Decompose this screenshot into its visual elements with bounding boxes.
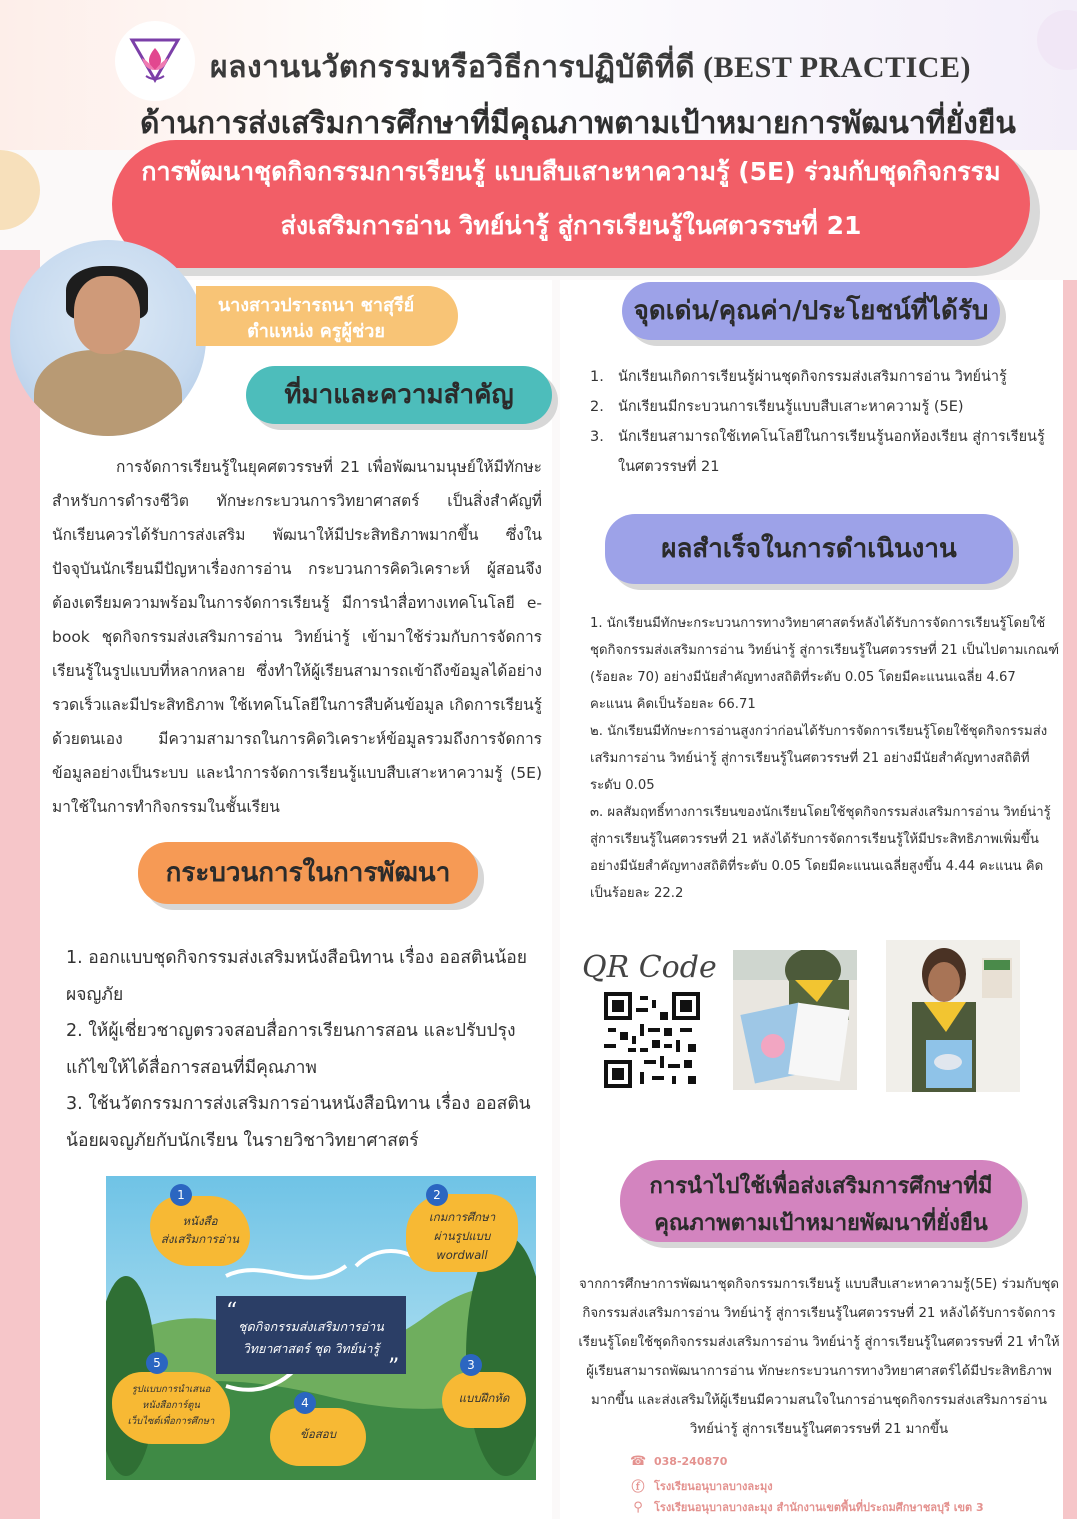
infographic-item-text: ข้อสอบ: [300, 1427, 336, 1441]
process-steps: [66, 940, 542, 1159]
result-item: ๒. นักเรียนมีทักษะการอ่านสูงกว่าก่อนได้รับการจัดการเรียนรู้โดยใช้ชุดกิจกรรมส่งเสริมการอ่าน วิทย์น่ารู้ สู่การเรียนรู้ในศตวรรษที่ 21 อย่างมีนัยสำคัญทางสถิติที่ระดับ 0.05: [590, 724, 1048, 793]
infographic-center-line2: วิทยาศาสตร์ ชุด วิทย์น่ารู้: [242, 1341, 380, 1356]
author-position: ตำแหน่ง ครูผู้ช่วย: [247, 321, 385, 342]
author-name: นางสาวปรารถนา ชาสุรีย์: [217, 295, 415, 316]
infographic-number: 4: [294, 1392, 316, 1414]
benefit-text: นักเรียนมีกระบวนการเรียนรู้แบบสืบเสาะหาความรู้ (5E): [618, 399, 964, 415]
benefit-text: นักเรียนเกิดการเรียนรู้ผ่านชุดกิจกรรมส่งเสริมการอ่าน วิทย์น่ารู้: [618, 369, 1007, 385]
infographic-item-text: wordwall: [436, 1248, 488, 1262]
benefit-number: 2.: [590, 399, 604, 415]
project-title-line2: ส่งเสริมการอ่าน วิทย์น่ารู้ สู่การเรียนรู้ในศตวรรษที่ 21: [280, 211, 862, 240]
infographic-item-text: ผ่านรูปแบบ: [433, 1229, 491, 1243]
infographic-number: 2: [426, 1184, 448, 1206]
benefit-item: [590, 362, 1052, 392]
qr-code-label: QR Code: [582, 950, 717, 985]
process-step: 2. ให้ผู้เชี่ยวชาญตรวจสอบสื่อการเรียนการสอน และปรับปรุงแก้ไขให้ได้สื่อการสอนที่มีคุณภาพ: [66, 1021, 516, 1078]
qr-code[interactable]: [604, 992, 700, 1088]
svg-text:“: “: [226, 1299, 238, 1324]
usage-paragraph: จากการศึกษาการพัฒนาชุดกิจกรรมการเรียนรู้ แบบสืบเสาะหาความรู้(5E) ร่วมกับชุดกิจกรรมส่งเสริมการอ่าน วิทย์น่ารู้ สู่การเรียนรู้ในศตวรรษที่ 21 หลังได้รับการจัดการเรียนรู้โดยใช้ชุดกิจกรรมส่งเสริมการอ่าน วิทย์น่ารู้ สู่การเรียนรู้ในศตวรรษที่ 21 ทำให้ผู้เรียนสามารถพัฒนาการอ่าน ทักษะกระบวนการทางวิทยาศาสตร์ได้มีประสิทธิภาพมากขึ้น และส่งเสริมให้ผู้เรียนมีความสนใจในการอ่านชุดกิจกรรมส่งเสริมการอ่าน วิทย์น่ารู้ สู่การเรียนรู้ในศตวรรษที่ 21 มากขึ้น: [578, 1277, 1060, 1437]
infographic-item-text: เกมการศึกษา: [428, 1210, 496, 1224]
process-heading: กระบวนการในการพัฒนา: [138, 842, 478, 904]
author-face: [74, 276, 140, 354]
background-paragraph: [52, 450, 542, 824]
svg-text:”: ”: [388, 1355, 400, 1380]
student-book-photo: [886, 940, 1020, 1092]
decorative-circle: [0, 150, 40, 230]
activity-infographic: [106, 1176, 536, 1480]
benefit-item: [590, 392, 1052, 422]
usage-heading-line1: การนำไปใช้เพื่อส่งเสริมการศึกษาที่มี: [649, 1174, 993, 1199]
infographic-item-text: รูปแบบการนำเสนอ: [131, 1384, 211, 1395]
infographic-number: 5: [146, 1352, 168, 1374]
infographic-item-text: หนังสือการ์ตูน: [142, 1400, 200, 1411]
author-photo: [10, 240, 206, 436]
project-title-line1: การพัฒนาชุดกิจกรรมการเรียนรู้ แบบสืบเสาะหาความรู้ (5E) ร่วมกับชุดกิจกรรม: [141, 157, 1001, 186]
infographic-item-text: ส่งเสริมการอ่าน: [160, 1232, 240, 1246]
benefits-list: [590, 362, 1052, 482]
contact-facebook[interactable]: [630, 1476, 773, 1495]
contact-facebook-text: โรงเรียนอนุบาลบางละมุง: [654, 1479, 773, 1493]
benefit-item: [590, 422, 1052, 482]
infographic-number: 3: [460, 1354, 482, 1376]
phone-icon: ☎: [630, 1454, 647, 1469]
page-title-line2: ด้านการส่งเสริมการศึกษาที่มีคุณภาพตามเป้าหมายการพัฒนาที่ยั่งยืน: [140, 107, 1016, 140]
results-list: [590, 610, 1060, 907]
contact-address: [630, 1498, 984, 1516]
infographic-number: 1: [170, 1184, 192, 1206]
location-pin-icon: ⚲: [633, 1499, 643, 1515]
benefit-number: 1.: [590, 369, 604, 385]
page-title-line1: ผลงานนวัตกรรมหรือวิธีการปฏิบัติที่ดี (BEST PRACTICE): [210, 51, 971, 84]
result-item: ๓. ผลสัมฤทธิ์ทางการเรียนของนักเรียนโดยใช้ชุดกิจกรรมส่งเสริมการอ่าน วิทย์น่ารู้ สู่การเรียนรู้ในศตวรรษที่ 21 หลังได้รับการจัดการเรียนรู้ให้มีประสิทธิภาพเพิ่มขึ้นอย่างมีนัยสำคัญทางสถิติที่ระดับ 0.05 โดยมีคะแนนเฉลี่ยสูงขึ้น 4.44 คะแนน คิดเป็นร้อยละ 22.2: [590, 805, 1051, 901]
infographic-item-text: หนังสือ: [182, 1214, 218, 1228]
infographic-item-text: แบบฝึกหัด: [458, 1391, 510, 1405]
right-border-stripe: [1063, 280, 1077, 1519]
results-heading: ผลสำเร็จในการดำเนินงาน: [605, 514, 1013, 584]
infographic-center-line1: ชุดกิจกรรมส่งเสริมการอ่าน: [238, 1319, 384, 1334]
contact-phone: [630, 1454, 727, 1469]
facebook-icon: ⓕ: [631, 1480, 645, 1495]
infographic-item-text: เว็บไซต์เพื่อการศึกษา: [127, 1416, 215, 1427]
background-text: การจัดการเรียนรู้ในยุคศตวรรษที่ 21 เพื่อพัฒนามนุษย์ให้มีทักษะสำหรับการดำรงชีวิต ทักษะกระบวนการวิทยาศาสตร์ เป็นสิ่งสำคัญที่นักเรียนควรได้รับการส่งเสริม พัฒนาให้มีประสิทธิภาพมากขึ้น ซึ่งในปัจจุบันนักเรียนมีปัญหาเรื่องการอ่าน กระบวนการคิดวิเคราะห์ ผู้สอนจึงต้องเตรียมความพร้อมในการจัดการเรียนรู้ มีการนำสื่อทางเทคโนโลยี e-book ชุดกิจกรรมส่งเสริมการอ่าน วิทย์น่ารู้ เข้ามาใช้ร่วมกับการจัดการเรียนรู้ในรูปแบบที่หลากหลาย ซึ่งทำให้ผู้เรียนสามารถเข้าถึงข้อมูลได้อย่างรวดเร็วและมีประสิทธิภาพ ใช้เทคโนโลยีในการสืบค้นข้อมูล เกิดการเรียนรู้ด้วยตนเอง มีความสามารถในการคิดวิเคราะห์ข้อมูลรวมถึงการจัดการข้อมูลอย่างเป็นระบบ และนำการจัดการเรียนรู้แบบสืบเสาะหาความรู้ (5E) มาใช้ในการทำกิจกรรมในชั้นเรียน: [52, 458, 542, 816]
result-item: 1. นักเรียนมีทักษะกระบวนการทางวิทยาศาสตร์หลังได้รับการจัดการเรียนรู้โดยใช้ชุดกิจกรรมส่งเสริมการอ่าน วิทย์น่ารู้ สู่การเรียนรู้ในศตวรรษที่ 21 เป็นไปตามเกณฑ์ (ร้อยละ 70) อย่างมีนัยสำคัญทางสถิติที่ระดับ 0.05 โดยมีคะแนนเฉลี่ย 4.67 คะแนน คิดเป็นร้อยละ 66.71: [590, 616, 1060, 712]
left-border-stripe: [0, 250, 40, 1519]
benefit-text: นักเรียนสามารถใช้เทคโนโลยีในการเรียนรู้นอกห้องเรียน สู่การเรียนรู้ในศตวรรษที่ 21: [618, 429, 1045, 475]
contact-address-text: โรงเรียนอนุบาลบางละมุง สำนักงานเขตพื้นที่ประถมศึกษาชลบุรี เขต 3: [654, 1501, 984, 1514]
process-step: 3. ใช้นวัตกรรมการส่งเสริมการอ่านหนังสือนิทาน เรื่อง ออสตินน้อยผจญภัยกับนักเรียน ในรายวิชาวิทยาศาสตร์: [66, 1094, 531, 1151]
background-heading: ที่มาและความสำคัญ: [246, 366, 552, 424]
process-step: 1. ออกแบบชุดกิจกรรมส่งเสริมหนังสือนิทาน เรื่อง ออสตินน้อยผจญภัย: [66, 948, 528, 1005]
author-uniform: [34, 350, 182, 436]
usage-heading-line2: คุณภาพตามเป้าหมายพัฒนาที่ยั่งยืน: [654, 1211, 988, 1236]
benefit-number: 3.: [590, 429, 604, 445]
benefits-heading: จุดเด่น/คุณค่า/ประโยชน์ที่ได้รับ: [622, 282, 1000, 340]
contact-phone-text: 038-240870: [654, 1455, 728, 1468]
student-activity-photo: [733, 950, 857, 1090]
school-logo: [112, 18, 198, 104]
